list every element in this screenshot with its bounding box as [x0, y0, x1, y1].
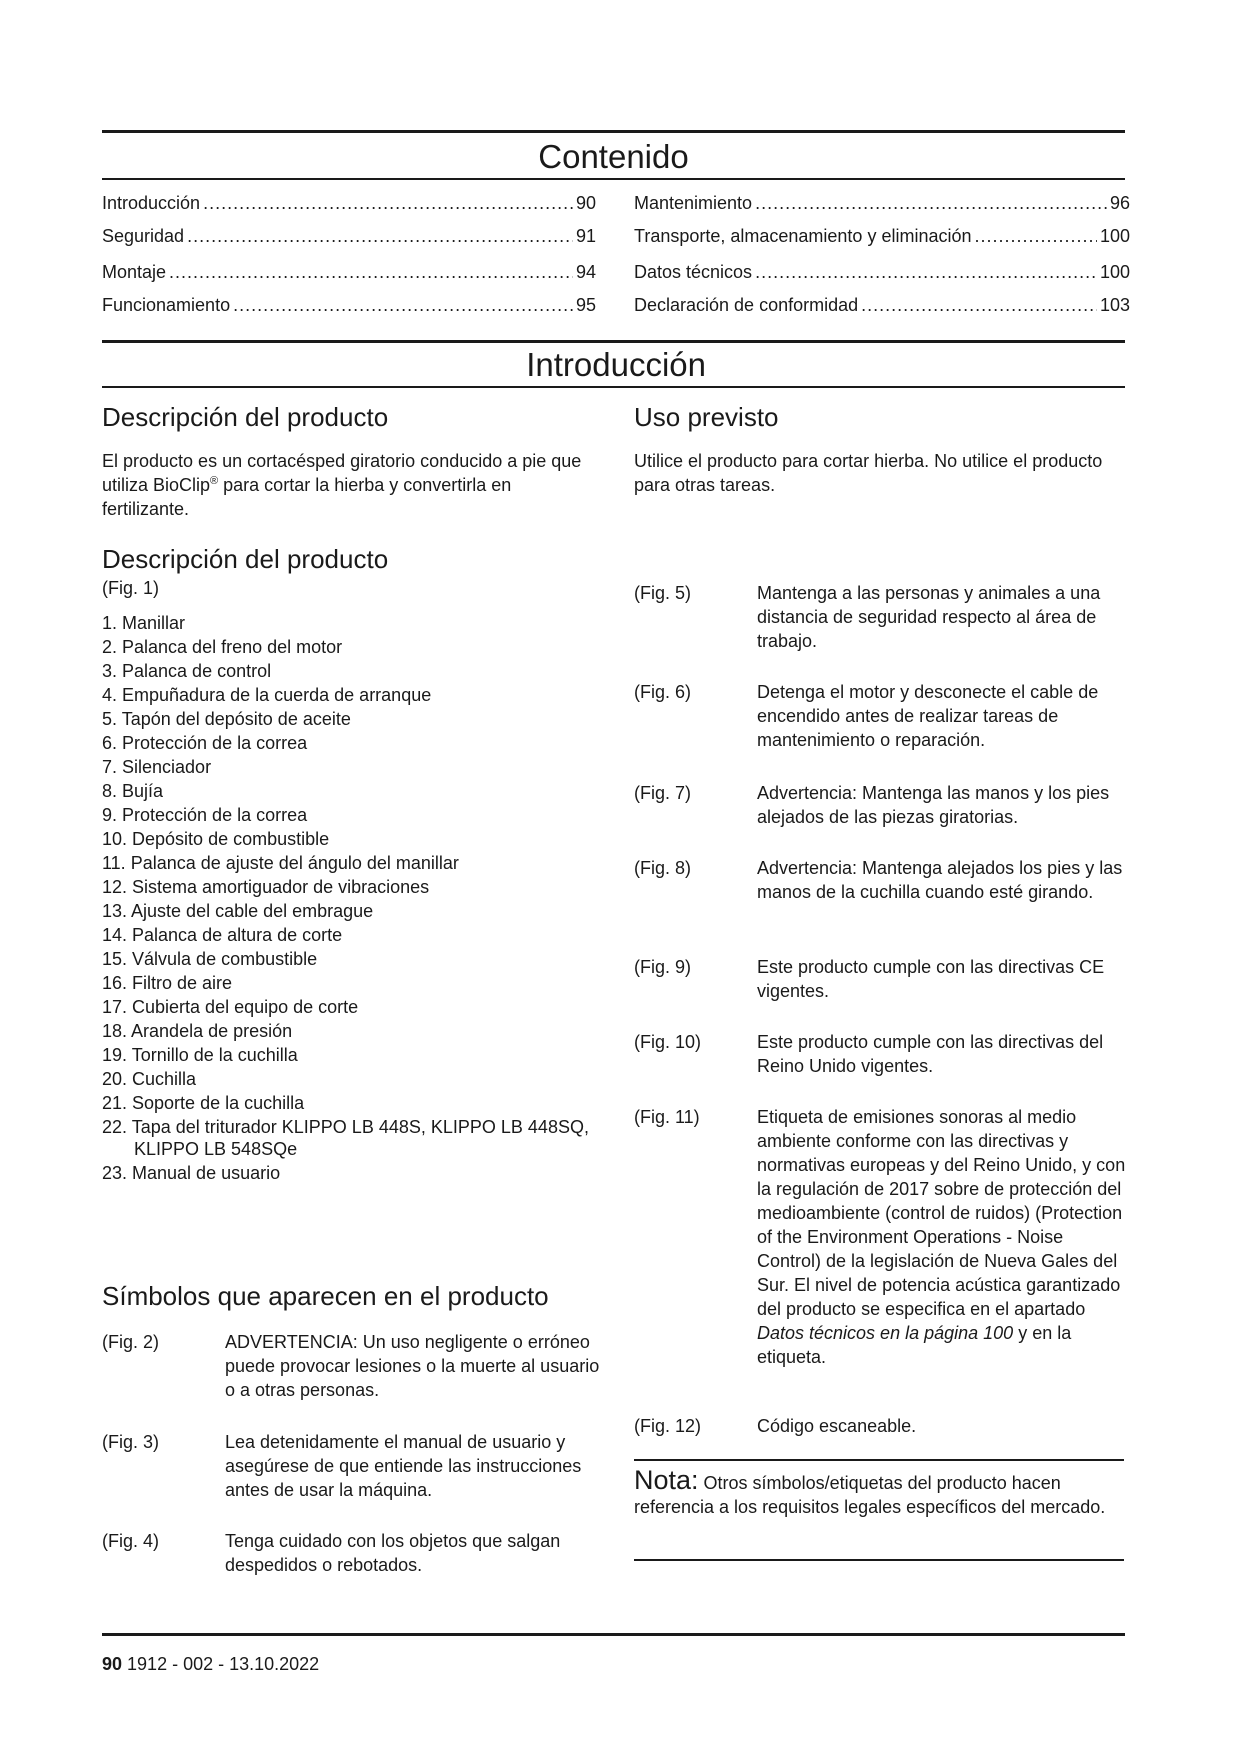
- note-label: Nota:: [634, 1465, 699, 1495]
- toc-item-declaracion[interactable]: Declaración de conformidad ..... 103: [634, 294, 1130, 316]
- symbol-fig-3: (Fig. 3) Lea detenidamente el manual de usuario y asegúrese de que entiende las instrucciones antes de usar la máquina.: [102, 1432, 582, 1500]
- contents-rule: [102, 178, 1125, 180]
- note-text: Otros símbolos/etiquetas del producto hacen referencia a los requisitos legales específicos del mercado.: [634, 1473, 1106, 1517]
- parts-list-item: 7. Silenciador: [102, 757, 212, 777]
- note-top-rule: [634, 1459, 1124, 1461]
- parts-list-item: 18. Arandela de presión: [102, 1021, 293, 1041]
- toc-item-montaje[interactable]: Montaje ..... 94: [102, 261, 596, 283]
- note-box: [634, 1465, 1128, 1519]
- note-bottom-rule: [634, 1559, 1124, 1561]
- symbol-fig-7: (Fig. 7) Advertencia: Mantenga las manos y los pies alejados de las piezas giratorias.: [634, 783, 1110, 827]
- parts-list-item: 8. Bujía: [102, 781, 164, 801]
- parts-list-item: 9. Protección de la correa: [102, 805, 308, 825]
- symbol-fig-9: (Fig. 9) Este producto cumple con las directivas CE vigentes.: [634, 957, 1105, 1001]
- symbol-fig-4: (Fig. 4) Tenga cuidado con los objetos que salgan despedidos o rebotados.: [102, 1531, 561, 1575]
- parts-list-item: 10. Depósito de combustible: [102, 829, 330, 849]
- intro-title: Introducción: [526, 346, 706, 383]
- toc-item-datos-tecnicos[interactable]: Datos técnicos ..... 100: [634, 261, 1130, 283]
- page-number: 90: [102, 1654, 123, 1674]
- product-description-heading: Descripción del producto: [102, 402, 389, 432]
- toc-item-mantenimiento[interactable]: Mantenimiento ..... 96: [634, 192, 1130, 214]
- symbol-fig-10: (Fig. 10) Este producto cumple con las directivas del Reino Unido vigentes.: [634, 1032, 1104, 1076]
- intro-top-rule: [102, 340, 1125, 343]
- toc-item-funcionamiento[interactable]: Funcionamiento ..... 95: [102, 294, 596, 316]
- contents-title: Contenido: [538, 138, 689, 175]
- parts-list-item: 12. Sistema amortiguador de vibraciones: [102, 877, 430, 897]
- parts-list-item: 21. Soporte de la cuchilla: [102, 1093, 305, 1113]
- symbol-fig-12: (Fig. 12) Código escaneable.: [634, 1416, 917, 1436]
- parts-list-item: 23. Manual de usuario: [102, 1163, 281, 1183]
- product-description-text: El producto es un cortacésped giratorio conducido a pie que utiliza BioClip® para cortar la hierba y convertirla en fertilizante.: [102, 451, 582, 519]
- parts-list-item: 2. Palanca del freno del motor: [102, 637, 343, 657]
- parts-list-item: 16. Filtro de aire: [102, 973, 233, 993]
- top-rule: [102, 130, 1125, 133]
- intended-use-text: Utilice el producto para cortar hierba. No utilice el producto para otras tareas.: [634, 451, 1103, 495]
- parts-list-item: 11. Palanca de ajuste del ángulo del manillar: [102, 853, 459, 873]
- overview-heading: Descripción del producto: [102, 544, 389, 574]
- page-footer: [102, 1653, 319, 1675]
- parts-list-item: 19. Tornillo de la cuchilla: [102, 1045, 298, 1065]
- document-id: 1912 - 002 - 13.10.2022: [122, 1654, 320, 1674]
- toc-item-transporte[interactable]: Transporte, almacenamiento y eliminación ..... 100: [634, 225, 1130, 247]
- intended-use-heading: Uso previsto: [634, 402, 779, 432]
- datos-tecnicos-link[interactable]: Datos técnicos en la página 100: [757, 1323, 1014, 1343]
- footer-rule: [102, 1633, 1125, 1636]
- parts-list-item: 3. Palanca de control: [102, 661, 272, 681]
- symbol-fig-5: (Fig. 5) Mantenga a las personas y animales a una distancia de seguridad respecto al área de trabajo.: [634, 583, 1101, 651]
- parts-list-item: 20. Cuchilla: [102, 1069, 197, 1089]
- overview-fig-ref: (Fig. 1): [102, 578, 160, 598]
- toc-item-seguridad[interactable]: Seguridad ..... 91: [102, 225, 596, 247]
- parts-list-item: 22. Tapa del triturador KLIPPO LB 448S, KLIPPO LB 448SQ, KLIPPO LB 548SQe: [102, 1117, 589, 1159]
- symbol-fig-2: (Fig. 2) ADVERTENCIA: Un uso negligente o erróneo puede provocar lesiones o la muerte al usuario o a otras personas.: [102, 1332, 600, 1400]
- parts-list-item: 1. Manillar: [102, 613, 186, 633]
- parts-list-item: 15. Válvula de combustible: [102, 949, 318, 969]
- symbol-fig-11: (Fig. 11) Etiqueta de emisiones sonoras al medio ambiente conforme con las directivas y normativas europeas y del Reino Unido, y con la regulación de 2017 sobre de protección del medioambiente (control de ruidos) (Protection of the Environment Operations - Noise Control) de la legislación de Nueva Gales del Sur. El nivel de potencia acústica garantizado del producto se especifica en el apartado Datos técnicos en la página 100 y en la etiqueta.: [634, 1107, 1126, 1367]
- parts-list-item: 13. Ajuste del cable del embrague: [102, 901, 374, 921]
- symbol-fig-6: (Fig. 6) Detenga el motor y desconecte el cable de encendido antes de realizar tareas de mantenimiento o reparación.: [634, 682, 1099, 750]
- parts-list-item: 4. Empuñadura de la cuerda de arranque: [102, 685, 432, 705]
- parts-list-item: 5. Tapón del depósito de aceite: [102, 709, 351, 729]
- parts-list-item: 6. Protección de la correa: [102, 733, 308, 753]
- symbols-heading: Símbolos que aparecen en el producto: [102, 1281, 549, 1311]
- intro-rule: [102, 386, 1125, 388]
- parts-list: [102, 612, 602, 1186]
- symbol-fig-8: (Fig. 8) Advertencia: Mantenga alejados los pies y las manos de la cuchilla cuando esté girando.: [634, 858, 1123, 902]
- parts-list-item: 14. Palanca de altura de corte: [102, 925, 343, 945]
- parts-list-item: 17. Cubierta del equipo de corte: [102, 997, 359, 1017]
- toc-item-introduccion[interactable]: Introducción ..... 90: [102, 192, 596, 214]
